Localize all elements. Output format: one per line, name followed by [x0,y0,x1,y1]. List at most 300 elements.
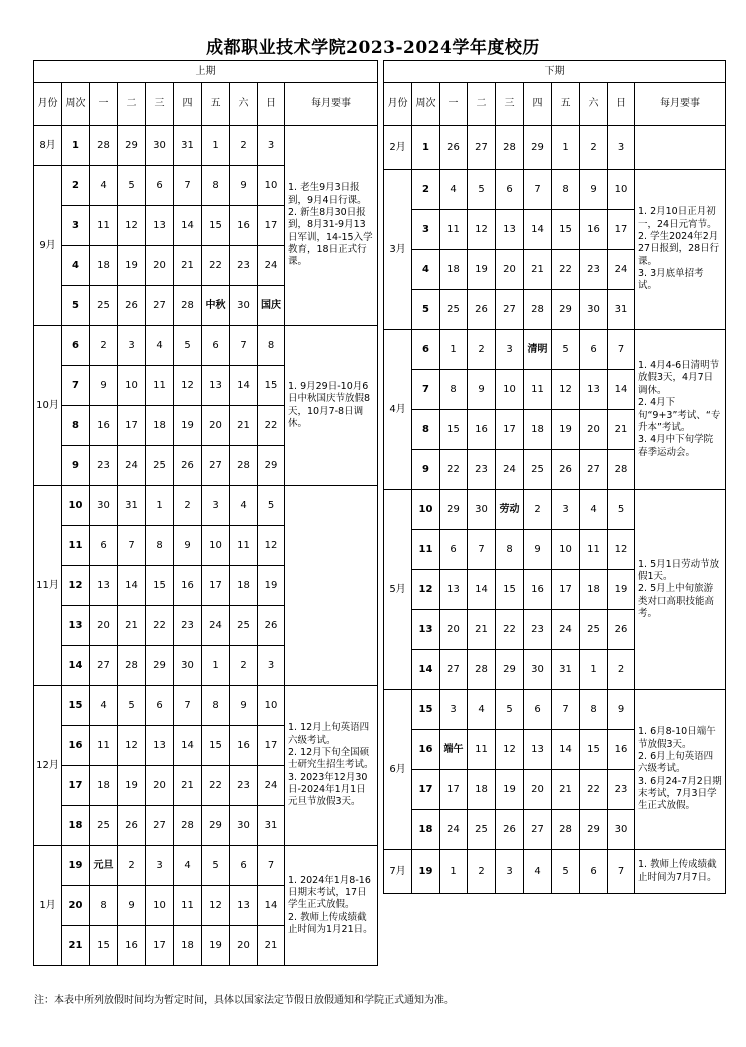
day-cell: 10 [146,886,174,926]
weekday-header: 一 [440,83,468,126]
day-cell: 17 [440,770,468,810]
day-cell: 25 [524,450,552,490]
day-cell: 19 [174,406,202,446]
day-cell: 11 [146,366,174,406]
day-cell: 22 [202,246,230,286]
month-events-note: 1. 2024年1月8-16日期末考试，17日学生正式放假。 2. 教师上传成绩截止时间为1月21日。 [285,846,378,966]
holiday-cell: 国庆 [258,286,285,326]
week-row [34,846,378,886]
day-cell: 5 [468,170,496,210]
week-number: 4 [412,250,440,290]
month-events-note [285,486,378,686]
weekday-header: 四 [524,83,552,126]
day-cell: 16 [230,206,258,246]
month-label: 7月 [384,850,412,894]
week-number: 7 [412,370,440,410]
day-cell: 14 [258,886,285,926]
day-cell: 20 [496,250,524,290]
day-cell: 16 [608,730,635,770]
day-cell: 13 [202,366,230,406]
day-cell: 19 [258,566,285,606]
day-cell: 5 [496,690,524,730]
week-number: 15 [412,690,440,730]
day-cell: 19 [496,770,524,810]
events-header: 每月要事 [285,83,378,126]
week-number: 10 [62,486,90,526]
day-cell: 2 [230,126,258,166]
day-cell: 23 [90,446,118,486]
day-cell: 24 [552,610,580,650]
week-row [384,850,726,894]
week-row [384,126,726,170]
day-cell: 4 [580,490,608,530]
day-cell: 12 [608,530,635,570]
day-cell: 2 [118,846,146,886]
day-cell: 11 [90,206,118,246]
day-cell: 25 [146,446,174,486]
day-cell: 21 [230,406,258,446]
day-cell: 12 [118,206,146,246]
day-cell: 10 [202,526,230,566]
day-cell: 5 [118,686,146,726]
day-cell: 29 [580,810,608,850]
day-cell: 2 [580,126,608,170]
day-cell: 17 [146,926,174,966]
day-cell: 23 [580,250,608,290]
day-cell: 20 [440,610,468,650]
week-number: 17 [62,766,90,806]
day-cell: 7 [608,330,635,370]
day-cell: 26 [608,610,635,650]
day-cell: 4 [440,170,468,210]
day-cell: 24 [258,766,285,806]
day-cell: 6 [580,330,608,370]
day-cell: 28 [118,646,146,686]
day-cell: 8 [202,166,230,206]
day-cell: 26 [174,446,202,486]
day-cell: 28 [174,806,202,846]
day-cell: 17 [608,210,635,250]
day-cell: 27 [468,126,496,170]
day-cell: 20 [580,410,608,450]
week-number: 2 [412,170,440,210]
day-cell: 5 [202,846,230,886]
day-cell: 3 [202,486,230,526]
week-header: 周次 [412,83,440,126]
day-cell: 20 [90,606,118,646]
day-cell: 4 [230,486,258,526]
week-number: 15 [62,686,90,726]
month-events-note: 1. 教师上传成绩截止时间为7月7日。 [635,850,726,894]
day-cell: 14 [230,366,258,406]
day-cell: 5 [608,490,635,530]
day-cell: 1 [440,330,468,370]
month-label: 5月 [384,490,412,690]
day-cell: 29 [496,650,524,690]
day-cell: 7 [552,690,580,730]
day-cell: 25 [440,290,468,330]
day-cell: 21 [468,610,496,650]
day-cell: 6 [90,526,118,566]
day-cell: 16 [118,926,146,966]
day-cell: 26 [496,810,524,850]
day-cell: 7 [230,326,258,366]
day-cell: 10 [118,366,146,406]
day-cell: 20 [524,770,552,810]
day-cell: 1 [440,850,468,894]
day-cell: 3 [258,126,285,166]
day-cell: 8 [90,886,118,926]
day-cell: 28 [174,286,202,326]
day-cell: 3 [258,646,285,686]
day-cell: 14 [608,370,635,410]
day-cell: 27 [580,450,608,490]
day-cell: 6 [146,686,174,726]
day-cell: 11 [468,730,496,770]
week-row [34,326,378,366]
day-cell: 4 [174,846,202,886]
month-header: 月份 [34,83,62,126]
month-events-note: 1. 5月1日劳动节放假1天。 2. 5月上中旬旅游类对口高职技能高考。 [635,490,726,690]
month-events-note: 1. 老生9月3日报到，9月4日行课。 2. 新生8月30日报到，8月31-9月13日军训，14-15入学教育，18日正式行课。 [285,126,378,326]
day-cell: 14 [118,566,146,606]
day-cell: 28 [230,446,258,486]
month-label: 3月 [384,170,412,330]
day-cell: 16 [90,406,118,446]
week-row [384,690,726,730]
day-cell: 6 [524,690,552,730]
week-number: 4 [62,246,90,286]
week-number: 3 [62,206,90,246]
week-number: 13 [412,610,440,650]
second-term-calendar [383,60,726,894]
day-cell: 10 [258,686,285,726]
day-cell: 15 [90,926,118,966]
weekday-header: 三 [146,83,174,126]
day-cell: 1 [580,650,608,690]
day-cell: 11 [230,526,258,566]
week-number: 2 [62,166,90,206]
day-cell: 28 [468,650,496,690]
day-cell: 12 [202,886,230,926]
week-number: 17 [412,770,440,810]
day-cell: 28 [552,810,580,850]
day-cell: 11 [90,726,118,766]
weekday-header: 五 [202,83,230,126]
day-cell: 29 [524,126,552,170]
day-cell: 7 [118,526,146,566]
day-cell: 12 [258,526,285,566]
holiday-cell: 中秋 [202,286,230,326]
day-cell: 14 [174,726,202,766]
day-cell: 13 [90,566,118,606]
day-cell: 27 [90,646,118,686]
day-cell: 31 [608,290,635,330]
month-label: 4月 [384,330,412,490]
day-cell: 30 [146,126,174,166]
day-cell: 2 [174,486,202,526]
month-label: 12月 [34,686,62,846]
day-cell: 4 [90,686,118,726]
day-cell: 2 [524,490,552,530]
holiday-cell: 劳动 [496,490,524,530]
day-cell: 23 [468,450,496,490]
day-cell: 17 [258,206,285,246]
day-cell: 30 [90,486,118,526]
day-cell: 14 [552,730,580,770]
day-cell: 22 [146,606,174,646]
day-cell: 26 [118,806,146,846]
month-events-note: 1. 9月29日-10月6日中秋国庆节放假8天，10月7-8日调休。 [285,326,378,486]
day-cell: 2 [230,646,258,686]
day-cell: 23 [230,766,258,806]
day-cell: 15 [552,210,580,250]
week-number: 7 [62,366,90,406]
week-number: 8 [62,406,90,446]
day-cell: 28 [90,126,118,166]
day-cell: 9 [230,686,258,726]
day-cell: 21 [552,770,580,810]
week-number: 14 [62,646,90,686]
day-cell: 24 [258,246,285,286]
day-cell: 13 [496,210,524,250]
day-cell: 6 [146,166,174,206]
day-cell: 4 [90,166,118,206]
day-cell: 22 [258,406,285,446]
day-cell: 30 [230,286,258,326]
day-cell: 31 [552,650,580,690]
day-cell: 20 [146,766,174,806]
day-cell: 29 [146,646,174,686]
day-cell: 4 [524,850,552,894]
month-events-note: 1. 6月8-10日端午节放假3天。 2. 6月上旬英语四六级考试。 3. 6月24-7月2日期末考试，7月3日学生正式放假。 [635,690,726,850]
day-cell: 20 [202,406,230,446]
day-cell: 16 [230,726,258,766]
day-cell: 16 [580,210,608,250]
day-cell: 8 [146,526,174,566]
day-cell: 7 [608,850,635,894]
week-number: 6 [412,330,440,370]
day-cell: 9 [580,170,608,210]
day-cell: 18 [146,406,174,446]
month-label: 11月 [34,486,62,686]
week-row [384,330,726,370]
day-cell: 4 [146,326,174,366]
day-cell: 19 [118,246,146,286]
month-label: 1月 [34,846,62,966]
day-cell: 7 [174,686,202,726]
day-cell: 8 [440,370,468,410]
day-cell: 30 [524,650,552,690]
month-events-note: 1. 2月10日正月初一，24日元宵节。 2. 学生2024年2月27日报到，28日行课。 3. 3月底单招考试。 [635,170,726,330]
day-cell: 7 [174,166,202,206]
day-cell: 6 [580,850,608,894]
week-number: 1 [412,126,440,170]
day-cell: 26 [118,286,146,326]
day-cell: 16 [174,566,202,606]
day-cell: 13 [146,206,174,246]
day-cell: 14 [524,210,552,250]
day-cell: 25 [230,606,258,646]
day-cell: 3 [118,326,146,366]
day-cell: 22 [552,250,580,290]
day-cell: 17 [202,566,230,606]
day-cell: 23 [524,610,552,650]
day-cell: 17 [258,726,285,766]
day-cell: 29 [202,806,230,846]
day-cell: 2 [468,330,496,370]
week-row [34,486,378,526]
day-cell: 15 [258,366,285,406]
day-cell: 12 [468,210,496,250]
day-cell: 18 [580,570,608,610]
day-cell: 7 [258,846,285,886]
day-cell: 13 [580,370,608,410]
week-row [34,126,378,166]
day-cell: 23 [174,606,202,646]
day-cell: 8 [258,326,285,366]
day-cell: 22 [202,766,230,806]
day-cell: 26 [468,290,496,330]
day-cell: 9 [608,690,635,730]
day-cell: 24 [118,446,146,486]
week-number: 9 [62,446,90,486]
day-cell: 12 [118,726,146,766]
day-cell: 20 [146,246,174,286]
day-cell: 18 [174,926,202,966]
day-cell: 21 [174,766,202,806]
day-cell: 7 [524,170,552,210]
week-number: 20 [62,886,90,926]
day-cell: 3 [146,846,174,886]
week-number: 3 [412,210,440,250]
day-cell: 18 [90,246,118,286]
day-cell: 6 [202,326,230,366]
day-cell: 30 [608,810,635,850]
day-cell: 24 [608,250,635,290]
day-cell: 29 [552,290,580,330]
day-cell: 27 [524,810,552,850]
day-cell: 17 [118,406,146,446]
footer-note: 注：本表中所列放假时间均为暂定时间，具体以国家法定节假日放假通知和学院正式通知为准。 [34,995,454,1006]
day-cell: 11 [440,210,468,250]
day-cell: 1 [202,126,230,166]
week-number: 16 [62,726,90,766]
day-cell: 29 [118,126,146,166]
day-cell: 18 [524,410,552,450]
day-cell: 30 [230,806,258,846]
month-events-note [635,126,726,170]
month-events-note: 1. 12月上旬英语四六级考试。 2. 12月下旬全国硕士研究生招生考试。 3. 2023年12月30日-2024年1月1日元旦节放假3天。 [285,686,378,846]
day-cell: 2 [468,850,496,894]
weekday-header: 五 [552,83,580,126]
week-number: 10 [412,490,440,530]
events-header: 每月要事 [635,83,726,126]
day-cell: 9 [90,366,118,406]
day-cell: 5 [552,330,580,370]
day-cell: 4 [468,690,496,730]
day-cell: 15 [146,566,174,606]
day-cell: 31 [174,126,202,166]
day-cell: 19 [468,250,496,290]
day-cell: 3 [608,126,635,170]
day-cell: 5 [118,166,146,206]
day-cell: 22 [440,450,468,490]
day-cell: 21 [608,410,635,450]
day-cell: 28 [496,126,524,170]
week-number: 5 [62,286,90,326]
day-cell: 3 [496,850,524,894]
day-cell: 27 [146,806,174,846]
term-label: 下期 [384,61,726,83]
day-cell: 23 [608,770,635,810]
day-cell: 20 [230,926,258,966]
week-number: 19 [62,846,90,886]
month-events-note: 1. 4月4-6日清明节放假3天，4月7日调休。 2. 4月下旬“9+3”考试、“专升本”考试。 3. 4月中下旬学院春季运动会。 [635,330,726,490]
week-number: 11 [412,530,440,570]
week-number: 18 [412,810,440,850]
first-term-calendar [33,60,378,966]
day-cell: 13 [230,886,258,926]
day-cell: 17 [496,410,524,450]
day-cell: 2 [608,650,635,690]
week-number: 13 [62,606,90,646]
day-cell: 23 [230,246,258,286]
month-label: 10月 [34,326,62,486]
day-cell: 11 [524,370,552,410]
day-cell: 14 [174,206,202,246]
day-cell: 24 [202,606,230,646]
week-number: 16 [412,730,440,770]
day-cell: 6 [496,170,524,210]
day-cell: 14 [468,570,496,610]
day-cell: 29 [440,490,468,530]
day-cell: 26 [258,606,285,646]
weekday-header: 六 [580,83,608,126]
holiday-cell: 端午 [440,730,468,770]
week-number: 5 [412,290,440,330]
month-label: 8月 [34,126,62,166]
day-cell: 16 [468,410,496,450]
day-cell: 24 [440,810,468,850]
day-cell: 30 [468,490,496,530]
day-cell: 5 [174,326,202,366]
day-cell: 13 [440,570,468,610]
day-cell: 6 [230,846,258,886]
week-number: 1 [62,126,90,166]
day-cell: 9 [174,526,202,566]
weekday-header: 日 [608,83,635,126]
weekday-header: 二 [118,83,146,126]
day-cell: 25 [90,286,118,326]
day-cell: 19 [118,766,146,806]
day-cell: 15 [202,726,230,766]
holiday-cell: 元旦 [90,846,118,886]
day-cell: 31 [258,806,285,846]
day-cell: 27 [496,290,524,330]
week-number: 19 [412,850,440,894]
month-label: 2月 [384,126,412,170]
day-cell: 28 [524,290,552,330]
day-cell: 8 [552,170,580,210]
day-cell: 3 [552,490,580,530]
week-number: 21 [62,926,90,966]
day-cell: 16 [524,570,552,610]
month-header: 月份 [384,83,412,126]
week-header: 周次 [62,83,90,126]
day-cell: 22 [580,770,608,810]
day-cell: 10 [552,530,580,570]
